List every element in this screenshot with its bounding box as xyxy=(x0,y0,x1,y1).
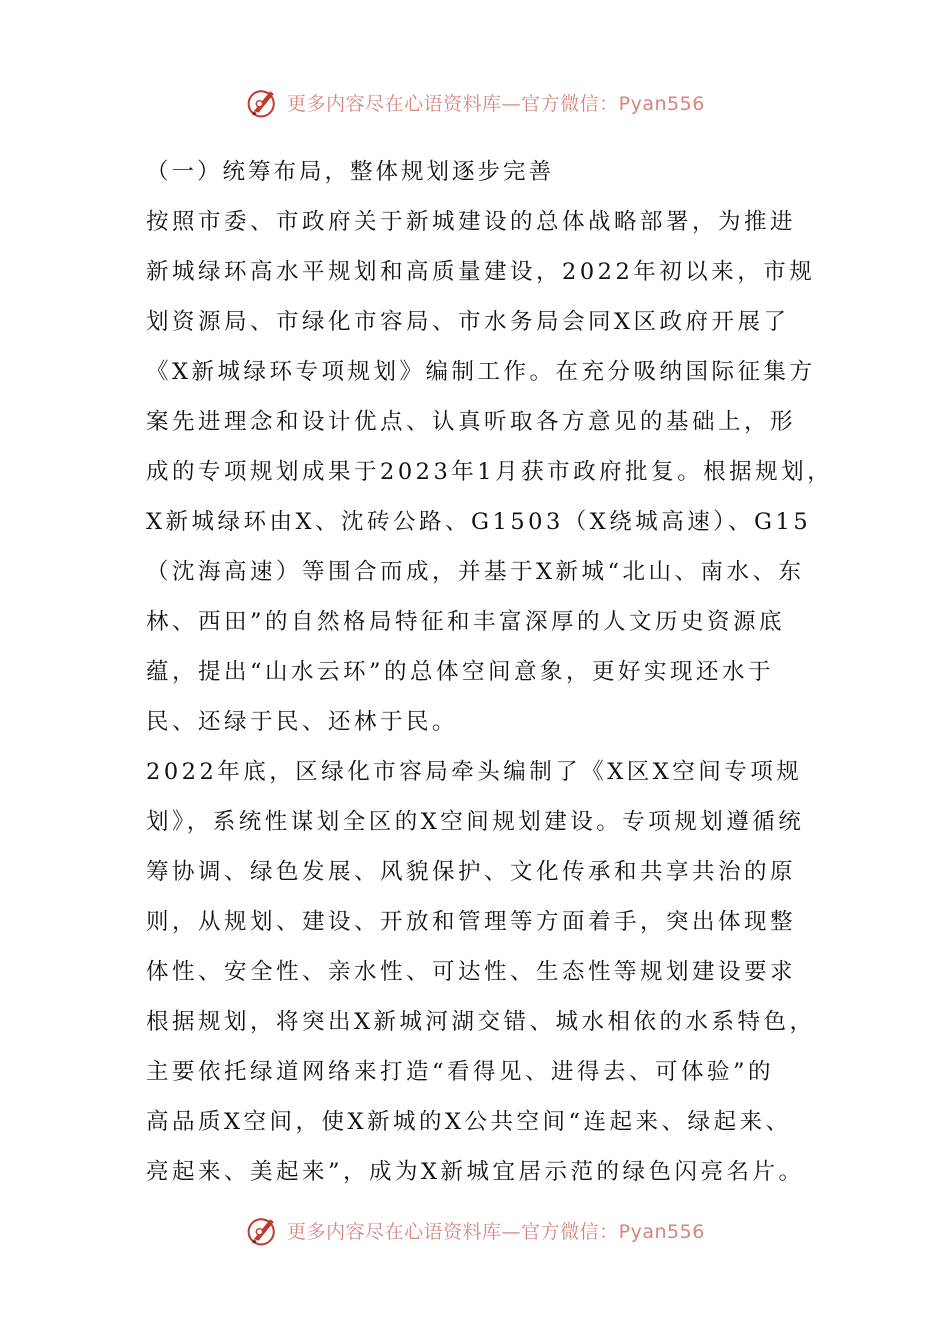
text-line: 2022年底，区绿化市容局牵头编制了《X区X空间专项规 xyxy=(146,759,803,785)
text-line: 民、还绿于民、还林于民。 xyxy=(146,709,459,735)
text-line: 成的专项规划成果于2023年1月获市政府批复。根据规划， xyxy=(146,459,834,485)
section-heading: （一）统筹布局，整体规划逐步完善 xyxy=(146,159,555,185)
pen-logo-icon xyxy=(245,84,281,120)
text-line: 亮起来、美起来”，成为X新城宜居示范的绿色闪亮名片。 xyxy=(146,1159,805,1185)
header-banner xyxy=(0,82,950,122)
text-line: 案先进理念和设计优点、认真听取各方意见的基础上，形 xyxy=(146,409,797,435)
text-line: 根据规划，将突出X新城河湖交错、城水相依的水系特色， xyxy=(146,1009,816,1035)
footer-banner xyxy=(0,1210,950,1250)
document-body xyxy=(146,147,834,1197)
text-line: 新城绿环高水平规划和高质量建设，2022年初以来，市规 xyxy=(146,259,816,285)
text-line: 体性、安全性、亲水性、可达性、生态性等规划建设要求 xyxy=(146,959,797,985)
text-line: 筹协调、绿色发展、风貌保护、文化传承和共享共治的原 xyxy=(146,859,797,885)
text-line: 《X新城绿环专项规划》编制工作。在充分吸纳国际征集方 xyxy=(146,359,816,385)
text-line: 划》，系统性谋划全区的X空间规划建设。专项规划遵循统 xyxy=(146,809,805,835)
pen-logo-icon xyxy=(245,1212,281,1248)
banner-text: 更多内容尽在心语资料库—官方微信：Pyan556 xyxy=(287,92,705,115)
text-line: 主要依托绿道网络来打造“看得见、进得去、可体验”的 xyxy=(146,1059,775,1085)
banner-text: 更多内容尽在心语资料库—官方微信：Pyan556 xyxy=(287,1220,705,1243)
text-line: 划资源局、市绿化市容局、市水务局会同X区政府开展了 xyxy=(146,309,790,335)
wechat-id: Pyan556 xyxy=(618,1220,705,1243)
text-line: 蕴，提出“山水云环”的总体空间意象，更好实现还水于 xyxy=(146,659,775,685)
text-line: （沈海高速）等围合而成，并基于X新城“北山、南水、东 xyxy=(146,559,805,585)
text-line: X新城绿环由X、沈砖公路、G1503（X绕城高速）、G15 xyxy=(146,509,812,535)
wechat-id: Pyan556 xyxy=(618,92,705,115)
text-line: 按照市委、市政府关于新城建设的总体战略部署，为推进 xyxy=(146,209,797,235)
text-line: 则，从规划、建设、开放和管理等方面着手，突出体现整 xyxy=(146,909,797,935)
text-line: 林、西田”的自然格局特征和丰富深厚的人文历史资源底 xyxy=(146,609,786,635)
text-line: 高品质X空间，使X新城的X公共空间“连起来、绿起来、 xyxy=(146,1109,792,1135)
